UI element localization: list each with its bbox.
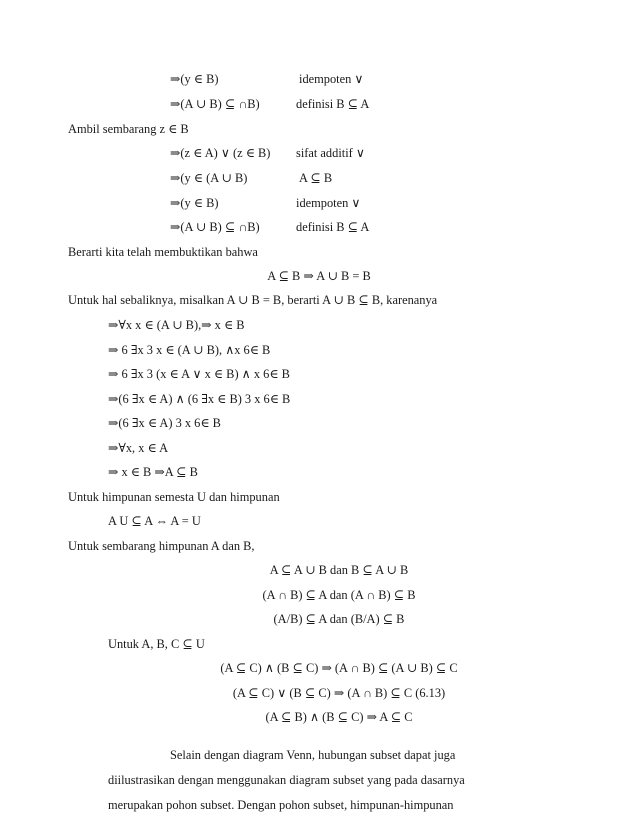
paragraph-line: Untuk A, B, C ⊆ U [108,637,205,651]
proof-step-reason: sifat additif ∨ [296,146,365,160]
paragraph-line: Ambil sembarang z ∈ B [68,122,189,136]
proof-line: ⇒(6 ∃x ∈ A) 3 x 6∈ B [108,416,221,430]
formula-line: A U ⊆ A ⇔ A = U [108,514,201,528]
proof-line: ⇒(6 ∃x ∈ A) ∧ (6 ∃x ∈ B) 3 x 6∈ B [108,392,291,406]
centered-formula: (A/B) ⊆ A dan (B/A) ⊆ B [273,612,405,626]
centered-formula: (A ∩ B) ⊆ A dan (A ∩ B) ⊆ B [262,588,416,602]
proof-step-reason: idempoten ∨ [296,196,361,210]
paragraph-line: Untuk sembarang himpunan A dan B, [68,539,255,553]
paragraph-line: Selain dengan diagram Venn, hubungan subset dapat juga [170,748,456,762]
paragraph-line: diilustrasikan dengan menggunakan diagram subset yang pada dasarnya [108,773,465,787]
paragraph-line: Untuk hal sebaliknya, misalkan A ∪ B = B, berarti A ∪ B ⊆ B, karenanya [68,293,438,307]
centered-formula: A ⊆ A ∪ B dan B ⊆ A ∪ B [269,563,409,577]
proof-step-reason: idempoten ∨ [299,72,364,86]
proof-line: ⇒ x ∈ B ⇒A ⊆ B [108,465,198,479]
proof-step-expression: ⇒(y ∈ B) [170,196,219,210]
proof-line: ⇒∀x x ∈ (A ∪ B),⇒ x ∈ B [108,318,245,332]
paragraph-line: Berarti kita telah membuktikan bahwa [68,245,258,259]
proof-line: ⇒∀x, x ∈ A [108,441,169,455]
proof-step-expression: ⇒(A ∪ B) ⊆ ∩B) [170,220,260,234]
proof-step-expression: ⇒(y ∈ B) [170,72,219,86]
centered-formula: A ⊆ B ⇒ A ∪ B = B [267,269,371,283]
proof-step-reason: A ⊆ B [299,171,333,185]
proof-step-reason: definisi B ⊆ A [296,97,370,111]
proof-step-expression: ⇒(y ∈ (A ∪ B) [170,171,248,185]
centered-formula: (A ⊆ C) ∨ (B ⊆ C) ⇒ (A ∩ B) ⊆ C (6.13) [232,686,446,700]
proof-line: ⇒ 6 ∃x 3 (x ∈ A ∨ x ∈ B) ∧ x 6∈ B [108,367,290,381]
proof-step-expression: ⇒(A ∪ B) ⊆ ∩B) [170,97,260,111]
proof-line: ⇒ 6 ∃x 3 x ∈ (A ∪ B), ∧x 6∈ B [108,343,271,357]
paragraph-line: merupakan pohon subset. Dengan pohon subset, himpunan-himpunan [108,798,454,812]
proof-step-reason: definisi B ⊆ A [296,220,370,234]
centered-formula: (A ⊆ C) ∧ (B ⊆ C) ⇒ (A ∩ B) ⊆ (A ∪ B) ⊆ C [220,661,458,675]
proof-step-expression: ⇒(z ∈ A) ∨ (z ∈ B) [170,146,271,160]
paragraph-line: Untuk himpunan semesta U dan himpunan [68,490,280,504]
centered-formula: (A ⊆ B) ∧ (B ⊆ C) ⇒ A ⊆ C [265,710,413,724]
